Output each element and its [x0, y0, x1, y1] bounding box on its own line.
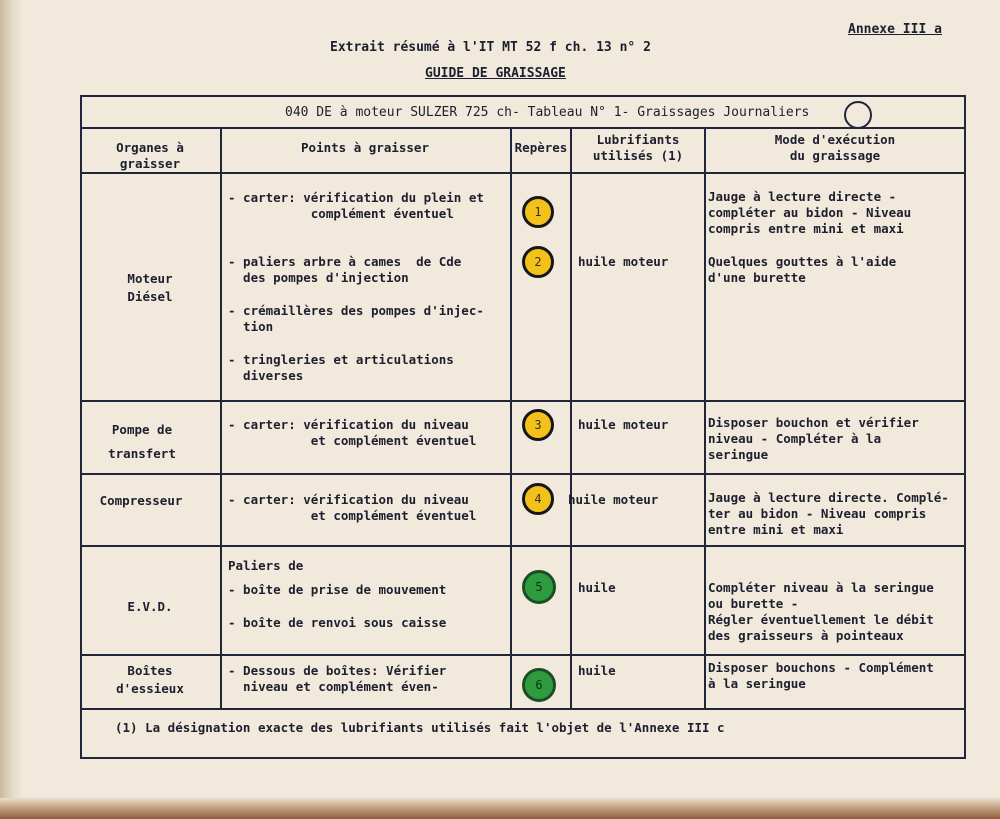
- organ-compresseur: Compresseur: [99, 493, 183, 508]
- mode-text: Compléter niveau à la seringue ou burette - Régler éventuellement le débit des graisseurs à pointeaux: [708, 580, 934, 643]
- mode-text: Jauge à lecture directe - compléter au bidon - Niveau compris entre mini et maxi: [708, 189, 912, 236]
- point-item: - carter: vérification du plein et complément éventuel: [228, 190, 484, 221]
- point-item: - boîte de prise de mouvement: [228, 582, 447, 597]
- lubricant-value: huile: [578, 663, 616, 678]
- point-item: Paliers de: [228, 558, 304, 573]
- organ-pompe-transfert: Pompe de transfert: [108, 422, 176, 461]
- extract-reference: Extrait résumé à l'IT MT 52 f ch. 13 n° 2: [330, 40, 651, 55]
- col-header-lubricants: Lubrifiants utilisés (1): [592, 132, 684, 163]
- mode-text: Jauge à lecture directe. Complé- ter au bidon - Niveau compris entre mini et maxi: [708, 490, 949, 537]
- header-row-divider: [80, 172, 966, 174]
- lubricant-value: huile: [578, 580, 616, 595]
- annex-label: Annexe III a: [848, 22, 942, 37]
- column-divider: [510, 127, 512, 708]
- point-item: - boîte de renvoi sous caisse: [228, 615, 447, 630]
- point-item: - crémaillères des pompes d'injec- tion: [228, 303, 484, 334]
- marker-badge-6: 6: [522, 668, 556, 702]
- marker-badge-4: 4: [522, 483, 554, 515]
- col-header-markers: Repères: [514, 140, 568, 155]
- title-row-divider: [80, 127, 966, 129]
- point-item: - tringleries et articulations diverses: [228, 352, 454, 383]
- row-divider: [80, 400, 966, 402]
- marker-badge-1: 1: [522, 196, 554, 228]
- marker-badge-2: 2: [522, 246, 554, 278]
- footnote-divider: [80, 708, 966, 710]
- lubricant-value: huile moteur: [578, 417, 669, 432]
- point-item: - paliers arbre à cames de Cde des pompes d'injection: [228, 254, 462, 285]
- row-divider: [80, 654, 966, 656]
- organ-moteur-diesel: Moteur Diésel: [127, 271, 173, 304]
- table-footnote: (1) La désignation exacte des lubrifiants utilisés fait l'objet de l'Annexe III c: [115, 720, 725, 735]
- marker-badge-5: 5: [522, 570, 556, 604]
- col-header-organs: Organes à graisser: [116, 140, 184, 171]
- column-divider: [220, 127, 222, 708]
- column-divider: [570, 127, 572, 708]
- point-item: - carter: vérification du niveau et complément éventuel: [228, 417, 477, 448]
- row-divider: [80, 473, 966, 475]
- organ-evd: E.V.D.: [127, 599, 173, 614]
- binding-edge: [0, 0, 22, 819]
- cover-edge: [0, 798, 1000, 819]
- point-item: - Dessous de boîtes: Vérifier niveau et complément éven-: [228, 663, 447, 694]
- row-divider: [80, 545, 966, 547]
- mode-text: Disposer bouchon et vérifier niveau - Compléter à la seringue: [708, 415, 919, 462]
- document-title: GUIDE DE GRAISSAGE: [425, 66, 566, 81]
- lubricant-value: huile moteur: [578, 254, 669, 269]
- marker-badge-3: 3: [522, 409, 554, 441]
- col-header-points: Points à graisser: [301, 140, 429, 155]
- lubricant-value: huile moteur: [568, 492, 659, 507]
- organ-boites-essieux: Boîtes d'essieux: [116, 663, 184, 696]
- column-divider: [704, 127, 706, 708]
- mode-text: Disposer bouchons - Complément à la seringue: [708, 660, 934, 691]
- empty-circle-mark: [844, 101, 872, 129]
- point-item: - carter: vérification du niveau et complément éventuel: [228, 492, 477, 523]
- mode-text: Quelques gouttes à l'aide d'une burette: [708, 254, 897, 285]
- table-title: 040 DE à moteur SULZER 725 ch- Tableau N° 1- Graissages Journaliers: [285, 105, 810, 120]
- col-header-mode: Mode d'exécution du graissage: [774, 132, 896, 163]
